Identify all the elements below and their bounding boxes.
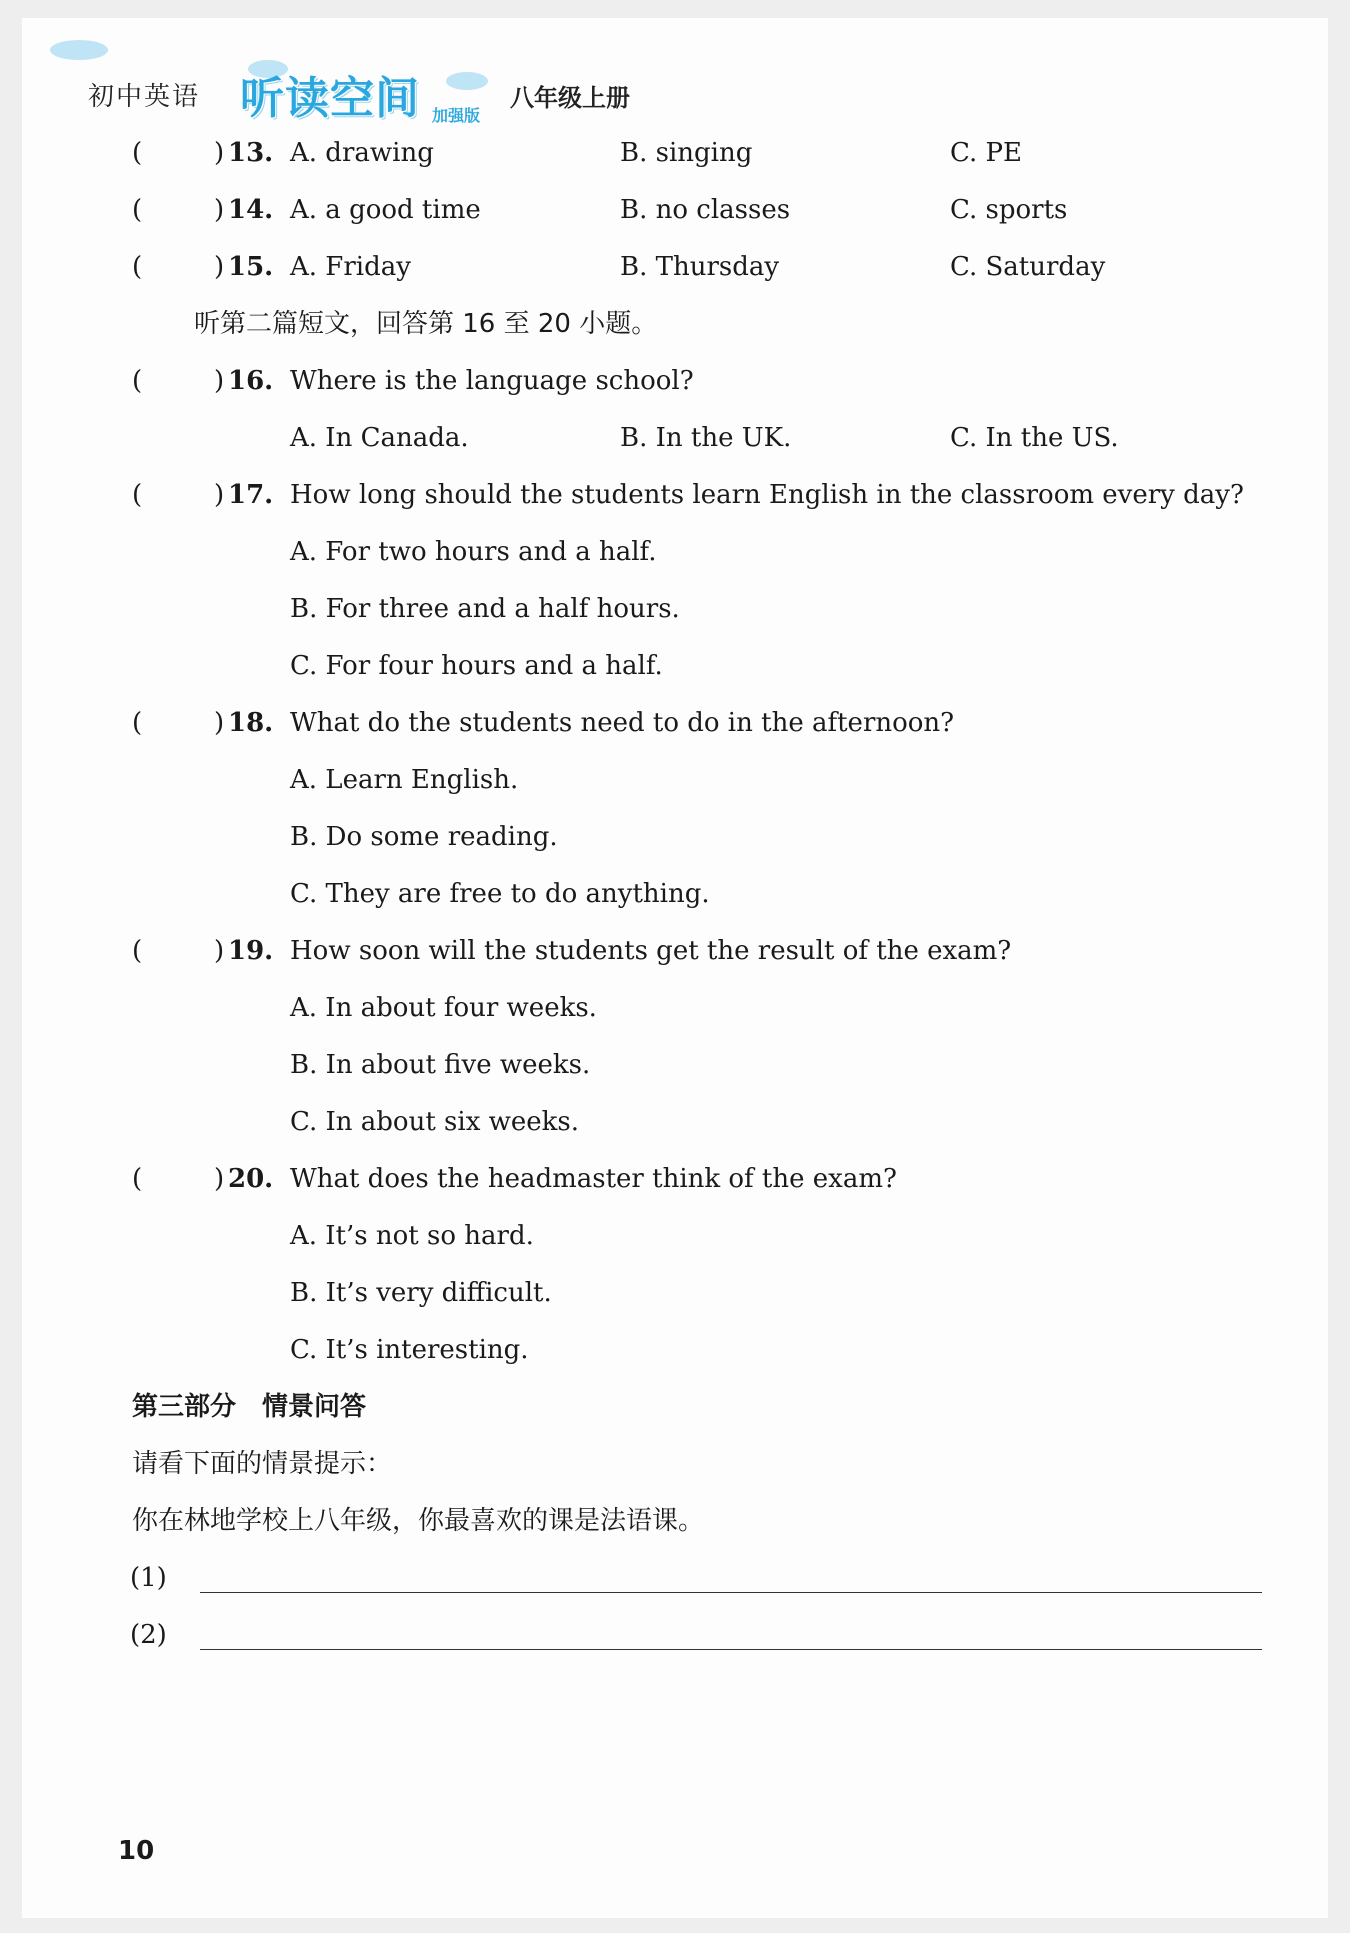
question-number: 16. [228, 366, 274, 396]
option-a: A. Friday [290, 252, 411, 282]
section-name: 情景问答 [262, 1392, 367, 1422]
option-b: B. For three and a half hours. [290, 594, 680, 624]
answer-blank-open: ( [132, 480, 143, 510]
option-c: C. They are free to do anything. [290, 879, 710, 909]
edition-label: 加强版 [432, 106, 481, 125]
answer-blank-open: ( [132, 195, 143, 225]
grade-label: 八年级上册 [510, 84, 630, 112]
question-text: What do the students need to do in the afternoon? [290, 708, 955, 738]
question-row [22, 931, 1328, 971]
option-b: B. In the UK. [620, 423, 792, 453]
question-row [22, 247, 1328, 287]
option-b: B. singing [620, 138, 753, 168]
answer-blank-close: ) [214, 366, 225, 396]
question-number: 14. [228, 195, 274, 225]
section-title [132, 1387, 366, 1427]
question-row [22, 133, 1328, 173]
option-a: A. For two hours and a half. [290, 537, 657, 567]
answer-line[interactable] [200, 1649, 1262, 1650]
option-c: C. In about six weeks. [290, 1107, 580, 1137]
answer-blank-close: ) [214, 708, 225, 738]
answer-blank-close: ) [214, 936, 225, 966]
workbook-page [22, 18, 1328, 1918]
cloud-decoration [446, 72, 488, 90]
answer-blank-open: ( [132, 936, 143, 966]
options-row [22, 418, 1328, 458]
option-b: B. In about five weeks. [290, 1050, 591, 1080]
question-row [22, 703, 1328, 743]
series-brand: 初中英语 [88, 82, 201, 112]
option-b: B. Do some reading. [290, 822, 558, 852]
answer-line[interactable] [200, 1592, 1262, 1593]
option-a: A. a good time [290, 195, 481, 225]
answer-blank-open: ( [132, 366, 143, 396]
question-row [22, 475, 1328, 515]
option-b: B. Thursday [620, 252, 780, 282]
option-a: A. It’s not so hard. [290, 1221, 534, 1251]
passage-instruction: 听第二篇短文，回答第 16 至 20 小题。 [194, 309, 658, 339]
answer-blank-close: ) [214, 1164, 225, 1194]
scenario-intro: 请看下面的情景提示： [132, 1449, 393, 1479]
series-logo: 听读空间 [240, 73, 420, 124]
page-number: 10 [118, 1836, 155, 1866]
answer-label: (1) [130, 1563, 167, 1593]
option-a: A. Learn English. [290, 765, 519, 795]
option-c: C. Saturday [950, 252, 1106, 282]
question-row [22, 361, 1328, 401]
option-a: A. drawing [290, 138, 434, 168]
option-b: B. no classes [620, 195, 791, 225]
question-number: 18. [228, 708, 274, 738]
question-text: How long should the students learn English in the classroom every day? [290, 480, 1244, 510]
answer-blank-open: ( [132, 252, 143, 282]
question-row [22, 190, 1328, 230]
answer-blank-close: ) [214, 252, 225, 282]
question-number: 15. [228, 252, 274, 282]
answer-blank-close: ) [214, 480, 225, 510]
answer-label: (2) [130, 1620, 167, 1650]
option-c: C. In the US. [950, 423, 1119, 453]
option-c: C. It’s interesting. [290, 1335, 529, 1365]
answer-blank-close: ) [214, 138, 225, 168]
question-number: 19. [228, 936, 274, 966]
option-c: C. For four hours and a half. [290, 651, 663, 681]
option-a: A. In Canada. [290, 423, 469, 453]
cloud-decoration [50, 40, 108, 60]
option-a: A. In about four weeks. [290, 993, 597, 1023]
question-text: What does the headmaster think of the exam? [290, 1164, 897, 1194]
page-header [22, 18, 1328, 125]
answer-blank-close: ) [214, 195, 225, 225]
option-c: C. PE [950, 138, 1022, 168]
answer-blank-open: ( [132, 1164, 143, 1194]
question-text: Where is the language school? [290, 366, 694, 396]
option-b: B. It’s very difficult. [290, 1278, 552, 1308]
answer-blank-open: ( [132, 138, 143, 168]
question-number: 13. [228, 138, 274, 168]
section-part-label: 第三部分 [132, 1392, 237, 1422]
answer-blank-open: ( [132, 708, 143, 738]
question-number: 20. [228, 1164, 274, 1194]
question-number: 17. [228, 480, 274, 510]
question-text: How soon will the students get the result of the exam? [290, 936, 1012, 966]
question-row [22, 1159, 1328, 1199]
option-c: C. sports [950, 195, 1068, 225]
scenario-text: 你在林地学校上八年级，你最喜欢的课是法语课。 [132, 1506, 705, 1536]
